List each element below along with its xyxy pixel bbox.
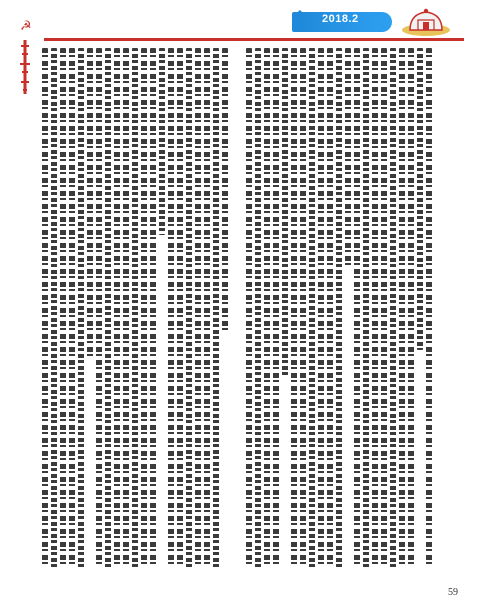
text-line	[372, 48, 378, 568]
text-line	[42, 48, 48, 568]
text-line	[300, 48, 306, 568]
text-line	[105, 48, 111, 568]
text-line	[381, 48, 387, 568]
text-line	[390, 48, 396, 568]
text-line	[204, 48, 210, 568]
text-line	[141, 48, 147, 568]
text-line	[186, 48, 192, 568]
text-line	[132, 48, 138, 568]
text-line	[417, 48, 423, 350]
text-line	[222, 48, 228, 334]
column-gutter	[238, 48, 239, 568]
text-line	[213, 48, 219, 568]
text-line	[246, 48, 252, 568]
text-line	[114, 48, 120, 568]
text-line	[309, 48, 315, 568]
emblem-icon	[396, 6, 456, 38]
text-line	[336, 48, 342, 568]
text-line	[177, 48, 183, 568]
text-line	[69, 48, 75, 568]
text-column-right	[246, 48, 435, 568]
text-line	[399, 48, 405, 568]
text-line	[354, 48, 360, 568]
header-rule	[44, 38, 464, 41]
text-line	[150, 48, 156, 568]
text-line	[345, 48, 351, 266]
text-line	[318, 48, 324, 568]
text-line	[408, 48, 414, 568]
text-line	[87, 48, 93, 360]
text-line	[60, 48, 66, 568]
hammer-sickle-icon: ☭	[20, 19, 32, 34]
text-line	[78, 48, 84, 568]
text-line	[255, 48, 261, 568]
text-column-left	[42, 48, 231, 568]
text-line	[291, 48, 297, 568]
text-line	[195, 48, 201, 568]
text-line	[168, 48, 174, 568]
text-line	[273, 48, 279, 568]
page-number: 59	[448, 587, 458, 598]
text-line	[327, 48, 333, 568]
text-line	[363, 48, 369, 568]
text-line	[123, 48, 129, 568]
issue-label: 2018.2	[322, 13, 359, 25]
text-line	[426, 48, 432, 568]
text-line	[96, 48, 102, 568]
text-line	[159, 48, 165, 235]
text-line	[282, 48, 288, 376]
text-line	[264, 48, 270, 568]
vertical-section-title	[17, 38, 33, 98]
text-line	[51, 48, 57, 568]
